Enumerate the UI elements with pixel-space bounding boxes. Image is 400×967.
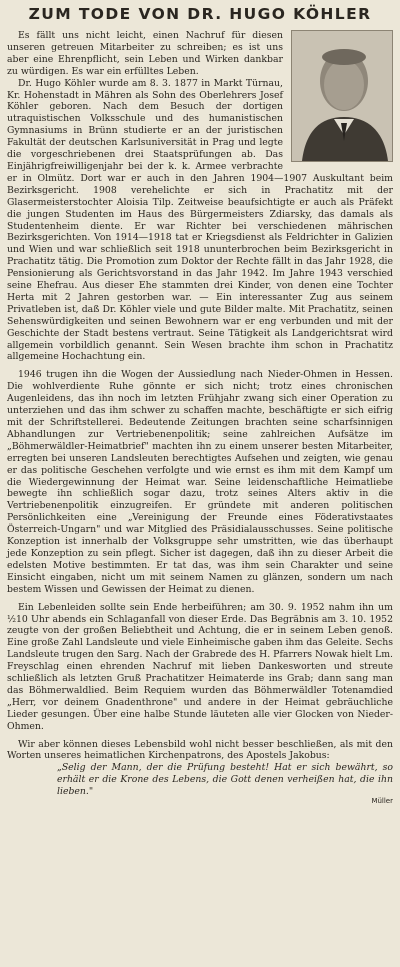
portrait-image <box>292 31 392 161</box>
paragraph: Es fällt uns nicht leicht, einen Nachruf für diesen unseren getreuen Mitarbeiter zu schreiben; es ist uns aber eine Ehrenpflicht, sein Leben und Wirken dankbar zu würdigen. Es war ein erfülltes Leben. <box>7 30 283 77</box>
paragraph: Ein Lebenleiden sollte sein Ende herbeiführen; am 30. 9. 1952 nahm ihn um ½10 Uhr abends ein Schlaganfall von dieser Erde. Das Begräbnis am 3. 10. 1952 zeugte von der großen Beliebtheit und Achtung, die er in seinem Leben genoß. Eine große Zahl Landsleute und viele Einheimische gaben ihm das Geleite. Sechs Landsleute trugen den Sarg. Nach der Grabrede des H. Pfarrers Nowak hielt Lm. Freyschlag einen ehrenden Nachruf mit lieben Dankesworten und streute schließlich als letzten Gruß Prachatitzer Heimaterde ins Grab; dann sang man das Böhmerwaldlied. Beim Requiem wurden das Böhmerwäldler Totenamdied „Herr, vor deinem Gnadenthrone" und andere in der Heimat gebräuchliche Lieder gesungen. Über eine halbe Stunde läuteten alle vier Glocken von Nieder-Ohmen. <box>7 601 393 732</box>
author-signature: Müller <box>371 797 393 806</box>
portrait-photo <box>291 30 393 162</box>
page-title: ZUM TODE VON DR. HUGO KÖHLER <box>28 5 372 23</box>
paragraph: Dr. Hugo Köhler wurde am 8. 3. 1877 in Markt Türnau, Kr. Hohenstadt in Mähren als Sohn des Oberlehrers Josef Köhler geboren. Nach dem Besuch der dortigen utraquistischen Volksschule und des humanistischen Gymnasiums in Brünn studierte er an der juristischen Fakultät der deutschen Karlsuniversität in Prag und legte die vorgeschriebenen drei Staatsprüfungen ab. Das Einjährigfreiwilligenjahr bei der k. k. Armee verbrachte er in Olmütz. Dort war er auch in den Jahren 1904—1907 Auskultant beim Bezirksgericht. 1908 verehelichte er sich in Prachatitz mit der Glasermeisterstochter Aloisia Tilp. Zeitweise beaufsichtigte er auch als Präfekt die jungen Studenten im Haus des Bürgermeisters Zdiarsky, das damals als Studentenheim diente. Er war Richter bei verschiedenen mährischen Bezirksgerichten. Von 1914—1918 tat er Kriegsdienst als Feldrichter in Galizien und Wien und war schließlich seit 1918 ununterbrochen beim Bezirksgericht in Prachatitz tätig. Die Promotion zum Doktor der Rechte fällt in das Jahr 1928, die Pensionierung als Gerichtsvorstand in das Jahr 1942. Im Jahre 1943 verschied seine Ehefrau. Aus dieser Ehe stammten drei Kinder, von denen eine Tochter Herta mit 2 Jahren gestorben war. — Ein interessanter Zug aus seinem Privatleben ist, daß Dr. Köhler viele und gute Bilder malte. Mit Prachatitz, seinen Sehenswürdigkeiten und seinen Bewohnern war er eng verbunden und mit der Geschichte der Stadt bestens vertraut. Seine Tätigkeit als Landgerichtsrat wird allgemein vorbildlich genannt. Sein Wesen brachte ihm schon in Prachatitz allgemeine Hochachtung ein. <box>7 77 393 363</box>
paragraph: 1946 trugen ihn die Wogen der Aussiedlung nach Nieder-Ohmen in Hessen. Die wohlverdiente Ruhe gönnte er sich nicht; trotz eines chronischen Augenleidens, das ihn noch im letzten Frühjahr zwang sich einer Operation zu unterziehen und das ihm schwer zu schaffen machte, beschäftigte er sich eifrig mit der Schriftstellerei. Bedeutende Zeitungen brachten seine scharfsinnigen Abhandlungen zur Vertriebenenpolitik; seine zahlreichen Aufsätze im „Böhmerwäldler-Heimatbrief" machten ihn zu einem unserer besten Mitarbeiter, erregten bei unseren Landsleuten berechtigtes Aufsehen und zeigten, wie genau er das politische Geschehen verfolgte und wie ernst es ihm mit dem Kampf um die Wiedergewinnung der Heimat war. Seine leidenschaftliche Heimatliebe bewegte ihn schließlich sogar dazu, trotz seines Alters aktiv in die Vertriebenenpolitik einzugreifen. Er gründete mit anderen politischen Persönlichkeiten eine „Vereinigung der Freunde eines Föderativstaates Österreich-Ungarn" und war Mitglied des Präsidialausschusses. Seine politische Konzeption ist innerhalb der Volksgruppe sehr umstritten, wie das überhaupt jede Konzeption zu sein pflegt. Sicher ist dagegen, daß ihn zu dieser Arbeit die edelsten Motive bestimmten. Er tat das, was ihm sein Charakter und seine Einsicht eingaben, nicht um mit seinem Namen zu glänzen, sondern um nach bestem Wissen und Gewissen der Heimat zu dienen. <box>7 369 393 595</box>
bible-quote: „Selig der Mann, der die Prüfung besteht! Hat er sich bewährt, so erhält er die Krone des Lebens, die Gott denen verheißen hat, die ihn lieben." <box>57 762 393 798</box>
paragraph: Wir aber können dieses Lebensbild wohl nicht besser beschließen, als mit den Worten unseres heimatlichen Kirchenpatrons, des Apostels Jakobus: <box>7 738 393 762</box>
